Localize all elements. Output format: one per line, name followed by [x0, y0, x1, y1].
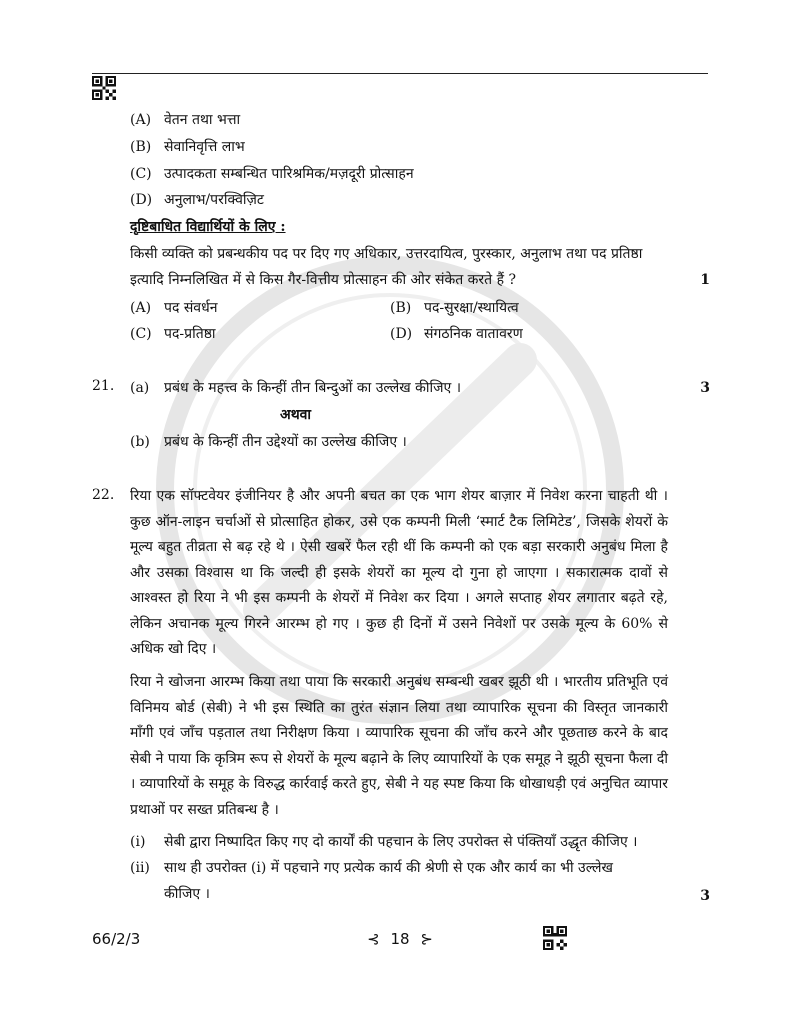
q22-paragraph-1: रिया एक सॉफ्टवेयर इंजीनियर है और अपनी बचत का एक भाग शेयर बाज़ार में निवेश करना चाहती थी । कुछ ऑन-लाइन चर्चाओं से प्रोत्साहित होकर, उसे एक कम्पनी मिली ‘स्मार्ट टैक लिमिटेड’, जिसके शेयरों के मूल्य बहुत तीव्रता से बढ़ रहे थे । ऐसी खबरें फैल रही थीं कि कम्पनी को एक बड़ा सरकारी अनुबंध मिला है और उसका विश्वास था कि जल्दी ही इसके शेयरों का मूल्य दो गुना हो जाएगा । सकारात्मक दावों से आश्वस्त हो रिया ने भी इस कम्पनी के शेयरों में निवेश कर दिया । अगले सप्ताह शेयर लगातार बढ़ते रहे, लेकिन अचानक मूल्य गिरने आरम्भ हो गए । कुछ ही दिनों में उसने निवेशों पर उसके मूल्य के 60% से अधिक खो दिए । [130, 488, 668, 657]
ornament-left-icon: ⊰ [367, 930, 380, 948]
q22-subpart-i: (i) सेबी द्वारा निष्पादित किए गए दो कार्यों की पहचान के लिए उपरोक्त से पंक्तियाँ उद्धृत कीजिए । [130, 834, 638, 850]
q20-option-d: (D) अनुलाभ/परक्विज़िट [130, 192, 264, 208]
q22-paragraph-2: रिया ने खोजना आरम्भ किया तथा पाया कि सरकारी अनुबंध सम्बन्धी खबर झूठी थी । भारतीय प्रतिभूति एवं विनिमय बोर्ड (सेबी) ने भी इस स्थिति का तुरंत संज्ञान लिया तथा व्यापारिक सूचना की विस्तृत जानकारी माँगी एवं जाँच पड़ताल तथा निरीक्षण किया । व्यापारिक सूचना की जाँच करने और पूछताछ करने के बाद सेबी ने पाया कि कृत्रिम रूप से शेयरों के मूल्य बढ़ाने के लिए व्यापारियों के एक समूह ने झूठी सूचना फैला दी । व्यापारियों के समूह के विरुद्ध कार्रवाई करते हुए, सेबी ने यह स्पष्ट किया कि धोखाधड़ी एवं अनुचित व्यापार प्रथाओं पर सख्त प्रतिबन्ध है । [130, 674, 668, 818]
q21-part-b: (b) प्रबंध के किन्हीं तीन उद्देश्यों का उल्लेख कीजिए । [130, 434, 407, 450]
footer-qr-code-icon [543, 926, 567, 950]
q21-or: अथवा [280, 407, 312, 423]
page-number-group [358, 930, 442, 948]
vi-heading: दृष्टिबाधित विद्यार्थियों के लिए : [130, 219, 286, 235]
ornament-right-icon: ⊱ [420, 930, 433, 948]
q20-option-c: (C) उत्पादकता सम्बन्धित पारिश्रमिक/मज़दूरी प्रोत्साहन [130, 166, 414, 182]
vi-question-line-1: किसी व्यक्ति को प्रबन्धकीय पद पर दिए गए अधिकार, उत्तरदायित्व, पुरस्कार, अनुलाभ तथा पद प्रतिष्ठा [130, 246, 643, 262]
page-number: 18 [390, 930, 410, 948]
q22-subpart-ii: (ii) साथ ही उपरोक्त (i) में पहचाने गए प्रत्येक कार्य की श्रेणी से एक और कार्य का भी उल्लेख [130, 860, 613, 876]
q20-option-a: (A) वेतन तथा भत्ता [130, 112, 241, 128]
q20-option-b: (B) सेवानिवृत्ति लाभ [130, 139, 245, 155]
vi-option-c: (C) पद-प्रतिष्ठा [130, 326, 216, 342]
q21-part-a: (a) प्रबंध के महत्त्व के किन्हीं तीन बिन्दुओं का उल्लेख कीजिए । [130, 380, 462, 396]
q22-subpart-ii-line-2: कीजिए । [164, 886, 210, 902]
qr-code-icon [92, 76, 116, 100]
vi-option-a: (A) पद संवर्धन [130, 300, 218, 316]
q22-marks: 3 [700, 888, 710, 904]
vi-option-d: (D) संगठनिक वातावरण [390, 326, 523, 342]
q21-number: 21. [92, 378, 115, 394]
vi-option-b: (B) पद-सुरक्षा/स्थायित्व [390, 300, 519, 316]
q22-number: 22. [92, 487, 115, 503]
header-rule [92, 73, 708, 74]
vi-question-line-2: इत्यादि निम्नलिखित में से किस गैर-वित्तीय प्रोत्साहन की ओर संकेत करते हैं ? [130, 272, 516, 288]
paper-code: 66/2/3 [92, 930, 141, 948]
vi-marks: 1 [700, 272, 710, 288]
q21-marks: 3 [700, 380, 710, 396]
